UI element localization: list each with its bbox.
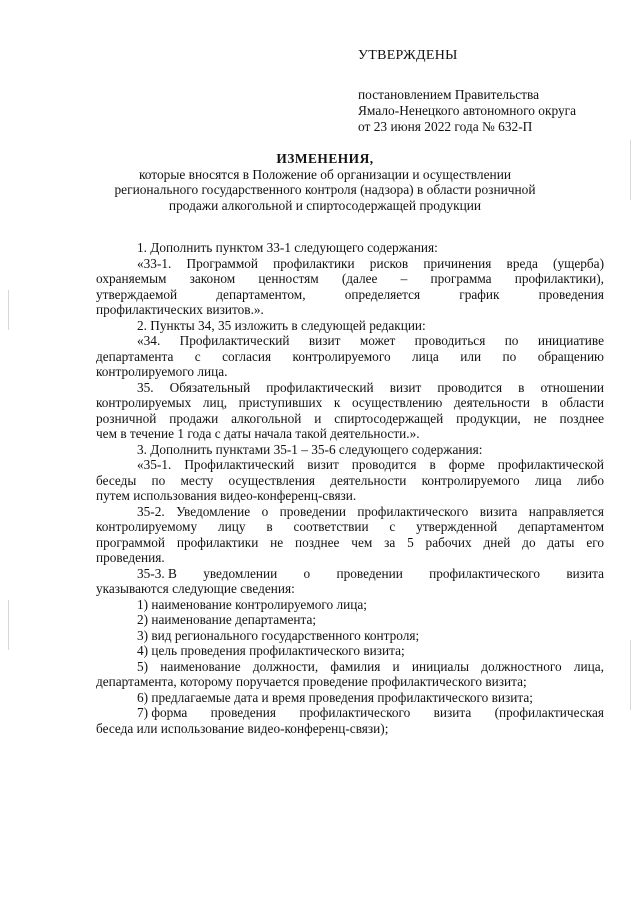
paragraph-33-1-line <box>96 287 604 303</box>
paragraph-35-3-line: указываются следующие сведения: <box>96 581 295 596</box>
amendment-item-2: 2. Пункты 34, 35 изложить в следующей редакции: <box>137 317 426 333</box>
word: профилактики), <box>514 271 604 286</box>
scan-margin-mark <box>8 290 9 330</box>
list-item: 2) наименование департамента; <box>137 612 317 627</box>
document-body <box>96 240 604 736</box>
paragraph-34-line: контролируемого лица. <box>96 364 228 379</box>
paragraph-35-line: 35. Обязательный профилактический визит проводится в отношении <box>137 379 604 395</box>
heading-line: которые вносятся в Положение об организации и осуществлении <box>138 166 512 182</box>
word: департаментом, <box>216 286 306 302</box>
heading-line: продажи алкогольной и спиртосодержащей продукции <box>168 197 482 213</box>
list-item: 6) предлагаемые дата и время проведения профилактического визита; <box>137 689 533 705</box>
paragraph-33-1-line: «33-1. Программой профилактики рисков причинения вреда (ущерба) <box>137 255 604 271</box>
paragraph-33-1-line: профилактических визитов.». <box>96 302 264 317</box>
paragraph-35-line: розничной продажи алкогольной и спиртосодержащей продукции, не позднее <box>96 410 604 426</box>
word: законом <box>189 271 236 286</box>
word: ценностям <box>258 271 319 286</box>
word: профилактического <box>299 705 411 720</box>
word: (профилактическая <box>494 705 604 720</box>
paragraph-34-line: «34. Профилактический визит может проводиться по инициативе <box>137 333 604 348</box>
list-item: 3) вид регионального государственного контроля; <box>137 627 420 643</box>
approval-line: от 23 июня 2022 года № 632-П <box>358 119 533 134</box>
approval-title: УТВЕРЖДЕНЫ <box>358 48 458 63</box>
list-item-continuation: департамента, которому поручается проведение профилактического визита; <box>96 674 527 689</box>
scan-margin-mark <box>630 140 631 200</box>
approval-line: постановлением Правительства <box>358 87 540 102</box>
paragraph-35-2-line: контролируемому лицу в соответствии с утвержденной департаментом <box>96 519 604 534</box>
word: проведения <box>538 286 604 302</box>
paragraph-35-line: чем в течение 1 года с даты начала такой деятельности.». <box>96 426 420 441</box>
word: программа <box>430 271 492 286</box>
word: утверждаемой <box>96 286 178 302</box>
word: 35-3. В <box>137 565 177 581</box>
paragraph-35-2-line: проведения. <box>96 550 165 565</box>
approval-block <box>358 48 628 135</box>
scan-margin-mark <box>630 640 631 710</box>
paragraph-35-line: контролируемых лиц, приступивших к осуществлению деятельности в области <box>96 395 604 410</box>
paragraph-35-1-line: путем использования видео-конференц-связи. <box>96 488 357 503</box>
list-item: 5) наименование должности, фамилия и инициалы должностного лица, <box>137 658 604 674</box>
word: – <box>400 271 408 286</box>
approval-line: Ямало-Ненецкого автономного округа <box>358 103 577 118</box>
paragraph-34-line: департамента с согласия контролируемого лица или по обращению <box>96 348 604 364</box>
list-item: 1) наименование контролируемого лица; <box>137 596 367 612</box>
paragraph-33-1-line <box>96 271 604 287</box>
list-item-continuation: беседа или использование видео-конференц-связи); <box>96 720 389 736</box>
list-item: 4) цель проведения профилактического визита; <box>137 643 405 658</box>
word: 7) форма <box>137 705 188 720</box>
paragraph-35-1-line: «35-1. Профилактический визит проводится в форме профилактической <box>137 457 604 472</box>
word: проведении <box>336 565 403 581</box>
paragraph-35-2-line: программой профилактики не позднее чем за 5 рабочих дней до даты его <box>96 534 604 550</box>
paragraph-35-3-line <box>96 566 604 582</box>
amendment-item-3: 3. Дополнить пунктами 35-1 – 35-6 следующего содержания: <box>137 441 483 457</box>
word: о <box>303 565 311 581</box>
word: визита <box>433 705 472 720</box>
word: визита <box>566 565 604 581</box>
list-item <box>96 705 604 721</box>
word: профилактического <box>429 565 541 581</box>
word: (далее <box>341 271 378 286</box>
word: охраняемым <box>96 271 167 286</box>
paragraph-35-1-line: беседы по месту осуществления деятельности контролируемого лица либо <box>96 472 604 488</box>
word: определяется <box>344 286 421 302</box>
word: уведомлении <box>203 565 278 581</box>
scan-margin-mark <box>8 600 9 650</box>
heading-line: регионального государственного контроля (надзора) в области розничной <box>114 182 536 198</box>
word: график <box>459 286 500 302</box>
amendment-item-1: 1. Дополнить пунктом 33-1 следующего содержания: <box>137 240 438 255</box>
word: проведения <box>210 705 277 720</box>
document-heading <box>96 151 554 213</box>
paragraph-35-2-line: 35-2. Уведомление о проведении профилактического визита направляется <box>137 503 604 519</box>
heading-title: ИЗМЕНЕНИЯ, <box>276 151 374 166</box>
